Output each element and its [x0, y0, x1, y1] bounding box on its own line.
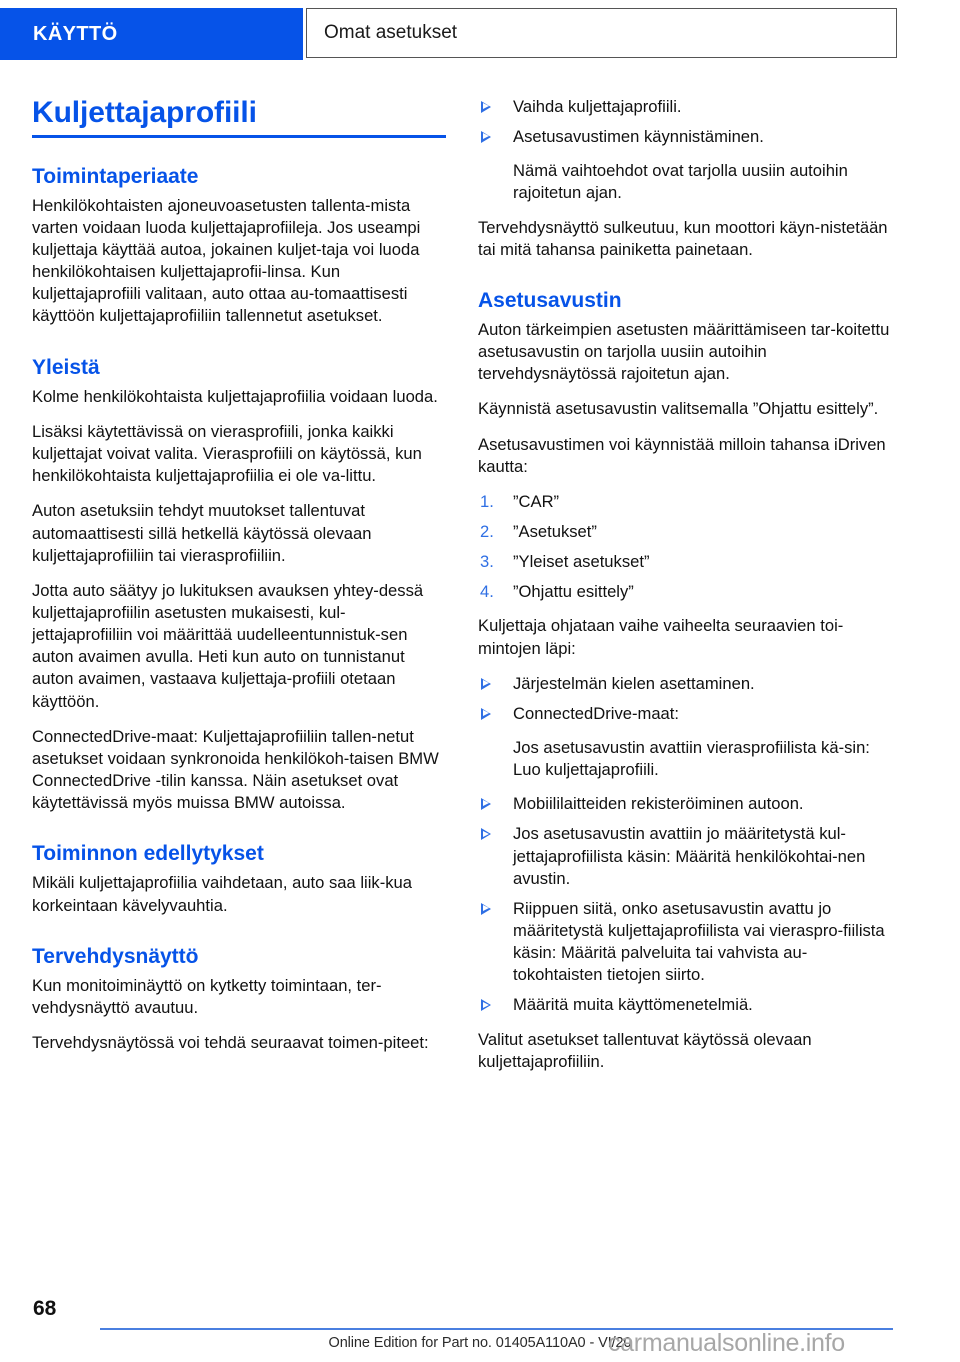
bullet-list-tervehdysnaytto-actions	[478, 96, 892, 148]
paragraph: Käynnistä asetusavustin valitsemalla ”Ohjattu esittely”.	[478, 399, 879, 419]
list-item	[478, 703, 892, 725]
step-number: 1.	[480, 491, 494, 511]
paragraph: Auton tärkeimpien asetusten määrittämiseen tar-koitettu asetusavustin on tarjolla uusiin autoihin tervehdysnäytössä rajoitetun ajan.	[478, 320, 890, 384]
paragraph: ConnectedDrive-maat: Kuljettajaprofiiliin tallen-netut asetukset voidaan synkronoida henkilökoh-taisen BMW ConnectedDrive -tilin kanssa. Näin asetukset ovat käytettävissä myös muissa BMW autoissa.	[32, 726, 439, 813]
list-item	[478, 898, 892, 987]
list-item	[478, 581, 892, 603]
list-item	[478, 823, 892, 889]
list-item-label: Riippuen siitä, onko asetusavustin avattu jo määritetystä kuljettajaprofiilista vai vieraspro-fiilista käsin: Määritä palveluita tai vahvista au-tokohtaisten tietojen siirto.	[513, 898, 885, 985]
list-item-label: ”Yleiset asetukset”	[513, 552, 650, 572]
bullet-list-guided-steps-part1	[478, 673, 892, 725]
paragraph: Kolme henkilökohtaista kuljettajaprofiilia voidaan luoda.	[32, 386, 438, 406]
paragraph: Kuljettaja ohjataan vaihe vaiheelta seuraavien toi-mintojen läpi:	[478, 616, 844, 658]
header-section-tab	[0, 8, 303, 60]
paragraph: Tervehdysnäyttö sulkeutuu, kun moottori käyn-nistetään tai mitä tahansa painiketta painetaan.	[478, 217, 888, 259]
step-number: 2.	[480, 522, 494, 542]
step-number: 3.	[480, 552, 494, 572]
sub-note: Nämä vaihtoehdot ovat tarjolla uusiin autoihin rajoitetun ajan.	[513, 161, 848, 203]
list-item-label: ”CAR”	[513, 491, 560, 511]
paragraph: Valitut asetukset tallentuvat käytössä olevaan kuljettajaprofiiliin.	[478, 1029, 812, 1071]
list-item	[478, 793, 892, 815]
section-heading-yleista: Yleistä	[32, 355, 100, 379]
list-item-label: Vaihda kuljettajaprofiili.	[513, 97, 682, 116]
list-item-label: Järjestelmän kielen asettaminen.	[513, 673, 755, 693]
list-item-label: ”Ohjattu esittely”	[513, 582, 634, 602]
title-underline-rule	[32, 135, 446, 138]
site-watermark: carmanualsonline.info	[608, 1329, 845, 1357]
list-item	[478, 551, 892, 573]
header-topic-label: Omat asetukset	[324, 22, 458, 43]
list-item-label: Mobiililaitteiden rekisteröiminen autoon.	[513, 794, 804, 814]
paragraph: Mikäli kuljettajaprofiilia vaihdetaan, auto saa liik-kua korkeintaan kävelyvauhtia.	[32, 873, 413, 915]
section-heading-tervehdysnaytto: Tervehdysnäyttö	[32, 944, 199, 968]
list-item	[478, 521, 892, 543]
paragraph: Tervehdysnäytössä voi tehdä seuraavat toimen-piteet:	[32, 1033, 429, 1053]
numbered-list-idrive-steps	[478, 491, 892, 604]
list-item-label: Jos asetusavustin avattiin jo määritetystä kul-jettajaprofiilista käsin: Määritä henkilökohtai-nen avustin.	[513, 824, 866, 888]
step-number: 4.	[480, 582, 494, 602]
paragraph: Asetusavustimen voi käynnistää milloin tahansa iDriven kautta:	[478, 434, 886, 476]
list-item	[478, 673, 892, 695]
list-item-label: Määritä muita käyttömenetelmiä.	[513, 995, 753, 1015]
paragraph: Henkilökohtaisten ajoneuvoasetusten tallenta-mista varten voidaan luoda kuljettajaprofiileja. Jos useampi kuljettaja käyttää autoa, jokainen kuljet-taja voi luoda henkilökohtaisen kuljettajaprofii-linsa. Kun kuljettajaprofiili valitaan, auto ottaa au-tomaattisesti käyttöön kuljettajaprofiiliin tallennetut asetukset.	[32, 195, 421, 326]
list-item	[478, 96, 892, 118]
header-topic-panel	[306, 8, 897, 58]
list-item-label: Asetusavustimen käynnistäminen.	[513, 127, 764, 147]
left-column	[32, 96, 446, 1054]
list-item	[478, 994, 892, 1016]
footer-edition-text: Online Edition for Part no. 01405A110A0 - VI/20	[328, 1335, 632, 1351]
right-column	[478, 96, 892, 1073]
list-item	[478, 126, 892, 148]
section-heading-toiminnon-edellytykset: Toiminnon edellytykset	[32, 842, 264, 866]
page-header	[0, 8, 960, 60]
list-item-label: ”Asetukset”	[513, 522, 597, 542]
section-heading-toimintaperiaate: Toimintaperiaate	[32, 164, 199, 188]
sub-note: Jos asetusavustin avattiin vierasprofiilista kä-sin: Luo kuljettajaprofiili.	[513, 738, 870, 780]
paragraph: Lisäksi käytettävissä on vierasprofiili, jonka kaikki kuljettajat voivat valita. Vierasprofiili on käytössä, kun henkilökohtaista kuljettajaprofiilia ei ole va-littu.	[32, 421, 422, 486]
paragraph: Auton asetuksiin tehdyt muutokset tallentuvat automaattisesti sillä hetkellä käytössä olevaan kuljettajaprofiiliin tai vierasprofiiliin.	[32, 501, 372, 565]
page-title: Kuljettajaprofiili	[32, 96, 257, 129]
list-item-label: ConnectedDrive-maat:	[513, 703, 680, 723]
section-heading-asetusavustin: Asetusavustin	[478, 288, 622, 312]
page-number: 68	[33, 1297, 57, 1320]
header-section-tab-label: KÄYTTÖ	[33, 22, 118, 45]
paragraph: Kun monitoiminäyttö on kytketty toimintaan, ter-vehdysnäyttö avautuu.	[32, 975, 382, 1017]
list-item	[478, 491, 892, 513]
bullet-list-guided-steps-part2	[478, 793, 892, 1016]
paragraph: Jotta auto säätyy jo lukituksen avauksen yhtey-dessä kuljettajaprofiilin asetusten mukaisesti, kul-jettajaprofiiliin voi määrittää uudelleentunnistuk-sen auton avaimen avulla. Heti kun auto on tunnistanut auton avaimen, vastaava kuljettaja-profiili otetaan käyttöön.	[32, 580, 424, 711]
